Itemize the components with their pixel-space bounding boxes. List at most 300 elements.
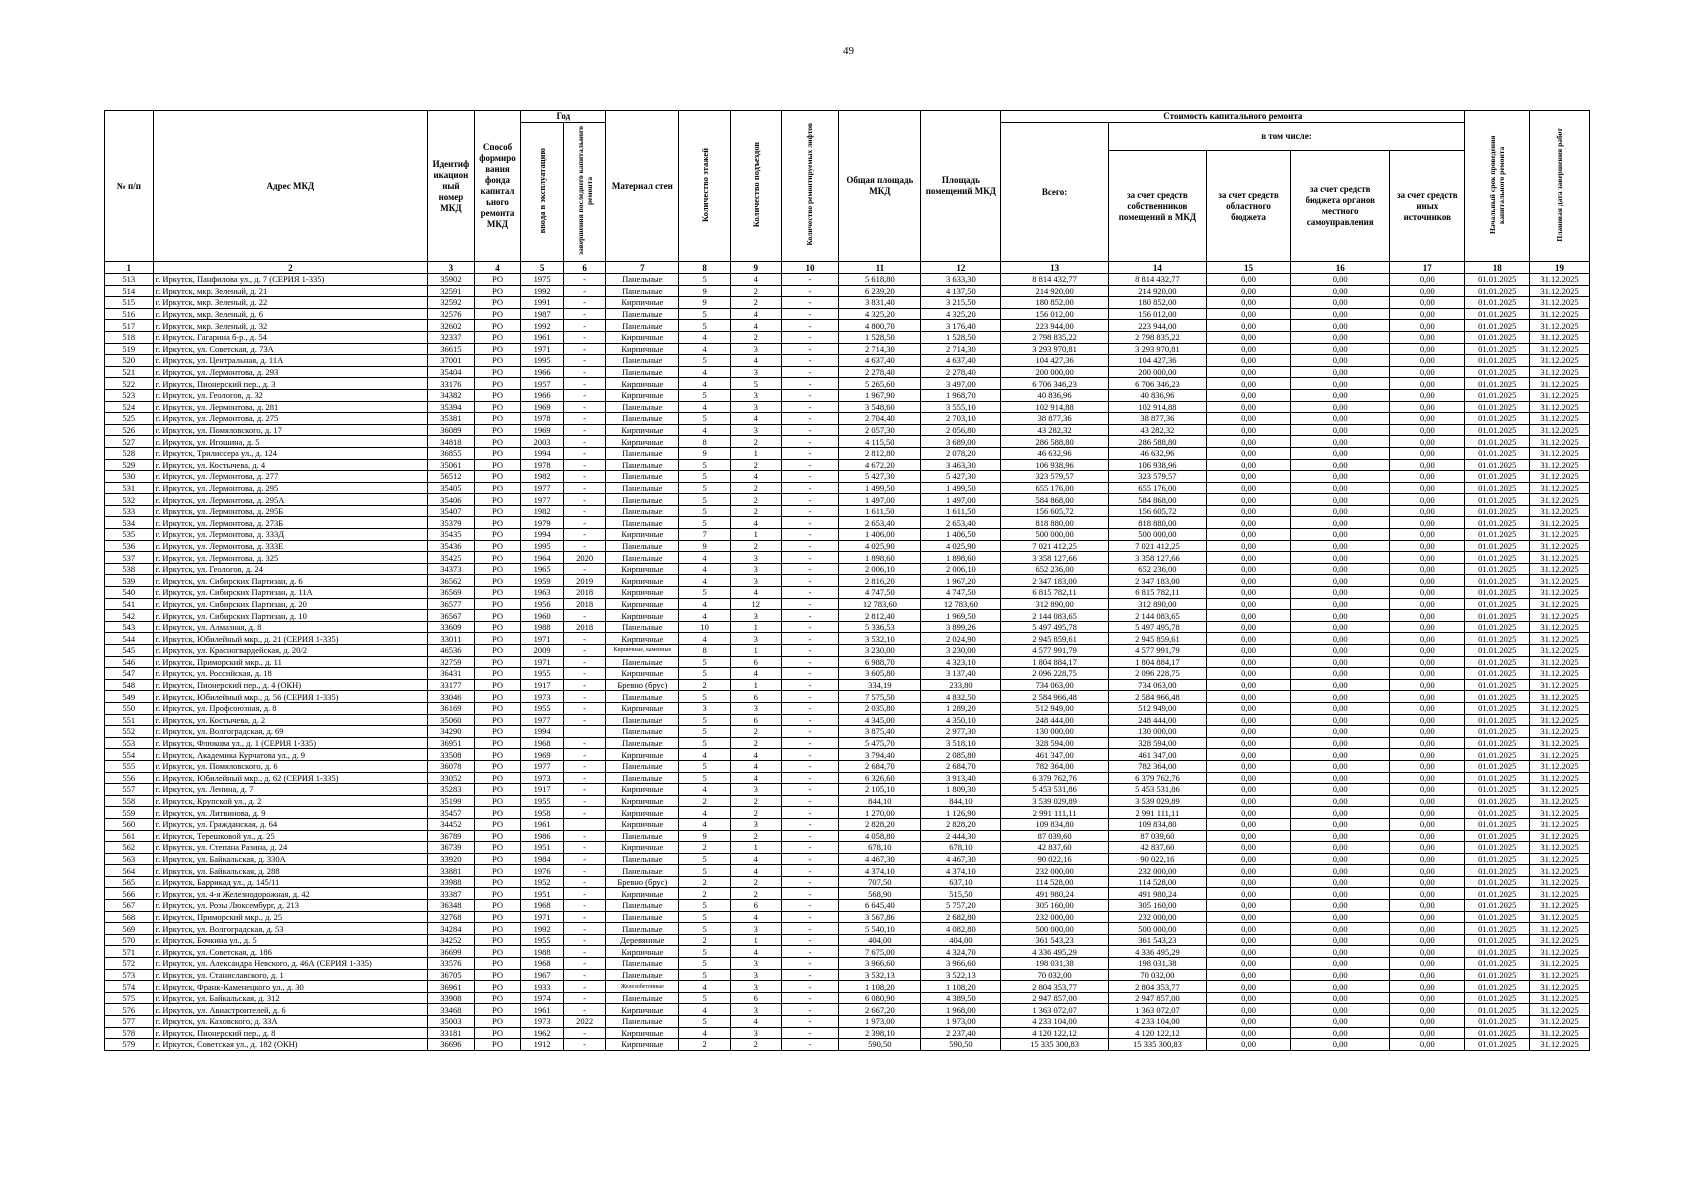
house-id: 35404 <box>428 366 475 378</box>
year-last-repair: - <box>563 737 606 749</box>
total-area: 2 667,20 <box>839 1004 921 1016</box>
entrances: 1 <box>730 842 781 854</box>
end-date: 31.12.2025 <box>1530 656 1590 668</box>
end-date: 31.12.2025 <box>1530 668 1590 680</box>
fund-method: РО <box>474 958 521 970</box>
entrances: 1 <box>730 529 781 541</box>
table-row <box>105 668 1590 680</box>
cost-owners: 328 594,00 <box>1108 737 1206 749</box>
cost-local: 0,00 <box>1291 842 1390 854</box>
lifts: - <box>781 459 839 471</box>
wall-material: Кирпичные <box>606 610 679 622</box>
entrances: 4 <box>730 413 781 425</box>
cost-regional: 0,00 <box>1207 401 1291 413</box>
start-date: 01.01.2025 <box>1465 900 1530 912</box>
house-id: 32591 <box>428 285 475 297</box>
house-id: 35406 <box>428 494 475 506</box>
cost-regional: 0,00 <box>1207 575 1291 587</box>
house-id: 35381 <box>428 413 475 425</box>
year-built: 2009 <box>521 645 564 657</box>
total-area: 4 025,90 <box>839 540 921 552</box>
lifts: - <box>781 760 839 772</box>
cost-total: 1 363 072,07 <box>1001 1004 1108 1016</box>
lifts: - <box>781 958 839 970</box>
wall-material: Кирпичные <box>606 946 679 958</box>
table-row <box>105 285 1590 297</box>
wall-material: Панельные <box>606 958 679 970</box>
year-built: 1968 <box>521 737 564 749</box>
floors: 4 <box>679 818 731 830</box>
fund-method: РО <box>474 331 521 343</box>
cost-total: 4 120 122,12 <box>1001 1027 1108 1039</box>
year-last-repair: - <box>563 645 606 657</box>
lifts: - <box>781 482 839 494</box>
lifts: - <box>781 691 839 703</box>
lifts: - <box>781 668 839 680</box>
end-date: 31.12.2025 <box>1530 389 1590 401</box>
row-number: 541 <box>105 598 154 610</box>
fund-method: РО <box>474 610 521 622</box>
fund-method: РО <box>474 969 521 981</box>
table-row <box>105 436 1590 448</box>
fund-method: РО <box>474 668 521 680</box>
cost-regional: 0,00 <box>1207 563 1291 575</box>
start-date: 01.01.2025 <box>1465 1004 1530 1016</box>
entrances: 2 <box>730 876 781 888</box>
row-number: 575 <box>105 992 154 1004</box>
year-last-repair: - <box>563 633 606 645</box>
address: г. Иркутск, мкр. Зеленый, д. 32 <box>153 320 428 332</box>
total-area: 4 747,50 <box>839 587 921 599</box>
wall-material: Кирпичные <box>606 343 679 355</box>
year-last-repair: - <box>563 656 606 668</box>
total-area: 5 336,53 <box>839 621 921 633</box>
cost-local: 0,00 <box>1291 760 1390 772</box>
floors: 5 <box>679 969 731 981</box>
cost-regional: 0,00 <box>1207 378 1291 390</box>
cost-owners: 6 706 346,23 <box>1108 378 1206 390</box>
year-built: 1971 <box>521 633 564 645</box>
year-built: 1992 <box>521 923 564 935</box>
house-id: 35457 <box>428 807 475 819</box>
entrances: 4 <box>730 471 781 483</box>
total-area: 4 467,30 <box>839 853 921 865</box>
lifts: - <box>781 900 839 912</box>
cost-regional: 0,00 <box>1207 505 1291 517</box>
address: г. Иркутск, ул. Волгоградская, д. 53 <box>153 923 428 935</box>
cost-other: 0,00 <box>1390 633 1465 645</box>
house-id: 56512 <box>428 471 475 483</box>
column-number: 16 <box>1291 262 1390 274</box>
cost-total: 180 852,00 <box>1001 297 1108 309</box>
cost-other: 0,00 <box>1390 343 1465 355</box>
cost-regional: 0,00 <box>1207 459 1291 471</box>
cost-local: 0,00 <box>1291 876 1390 888</box>
row-number: 530 <box>105 471 154 483</box>
cost-other: 0,00 <box>1390 355 1465 367</box>
entrances: 2 <box>730 505 781 517</box>
cost-owners: 198 031,38 <box>1108 958 1206 970</box>
floors: 5 <box>679 471 731 483</box>
lifts: - <box>781 575 839 587</box>
year-built: 1961 <box>521 1004 564 1016</box>
lifts: - <box>781 807 839 819</box>
wall-material: Панельные <box>606 923 679 935</box>
house-id: 33908 <box>428 992 475 1004</box>
table-row <box>105 749 1590 761</box>
cost-regional: 0,00 <box>1207 331 1291 343</box>
total-area: 334,19 <box>839 679 921 691</box>
start-date: 01.01.2025 <box>1465 494 1530 506</box>
entrances: 4 <box>730 355 781 367</box>
cost-total: 43 282,32 <box>1001 424 1108 436</box>
row-number: 529 <box>105 459 154 471</box>
cost-owners: 3 293 970,81 <box>1108 343 1206 355</box>
year-built: 1995 <box>521 355 564 367</box>
address: г. Иркутск, ул. Байкальская, д. 312 <box>153 992 428 1004</box>
address: г. Иркутск, ул. Гражданская, д. 64 <box>153 818 428 830</box>
cost-owners: 109 834,80 <box>1108 818 1206 830</box>
cost-other: 0,00 <box>1390 865 1465 877</box>
year-last-repair: 2022 <box>563 1016 606 1028</box>
fund-method: РО <box>474 401 521 413</box>
wall-material: Кирпичные <box>606 702 679 714</box>
wall-material: Кирпичные <box>606 795 679 807</box>
floors: 4 <box>679 598 731 610</box>
room-area: 1 289,20 <box>921 702 1001 714</box>
column-number: 19 <box>1530 262 1590 274</box>
year-last-repair: - <box>563 505 606 517</box>
cost-regional: 0,00 <box>1207 308 1291 320</box>
cost-total: 223 944,00 <box>1001 320 1108 332</box>
column-number: 4 <box>474 262 521 274</box>
house-id: 33181 <box>428 1027 475 1039</box>
end-date: 31.12.2025 <box>1530 355 1590 367</box>
entrances: 4 <box>730 668 781 680</box>
row-number: 558 <box>105 795 154 807</box>
header-method: Способ формиро вания фонда капитал ьного ремонта МКД <box>474 111 521 262</box>
cost-owners: 1 804 884,17 <box>1108 656 1206 668</box>
floors: 5 <box>679 992 731 1004</box>
house-id: 34818 <box>428 436 475 448</box>
cost-local: 0,00 <box>1291 737 1390 749</box>
cost-other: 0,00 <box>1390 992 1465 1004</box>
start-date: 01.01.2025 <box>1465 807 1530 819</box>
fund-method: РО <box>474 911 521 923</box>
room-area: 5 757,20 <box>921 900 1001 912</box>
cost-local: 0,00 <box>1291 911 1390 923</box>
room-area: 233,80 <box>921 679 1001 691</box>
room-area: 4 025,90 <box>921 540 1001 552</box>
total-area: 2 812,80 <box>839 447 921 459</box>
address: г. Иркутск, Приморский мкр., д. 25 <box>153 911 428 923</box>
lifts: - <box>781 331 839 343</box>
house-id: 35425 <box>428 552 475 564</box>
total-area: 5 618,80 <box>839 274 921 286</box>
start-date: 01.01.2025 <box>1465 529 1530 541</box>
lifts: - <box>781 413 839 425</box>
total-area: 4 800,70 <box>839 320 921 332</box>
year-built: 1933 <box>521 981 564 993</box>
cost-regional: 0,00 <box>1207 760 1291 772</box>
table-row <box>105 656 1590 668</box>
wall-material: Панельные <box>606 714 679 726</box>
row-number: 545 <box>105 645 154 657</box>
cost-local: 0,00 <box>1291 424 1390 436</box>
cost-owners: 2 798 835,22 <box>1108 331 1206 343</box>
cost-regional: 0,00 <box>1207 598 1291 610</box>
cost-owners: 782 364,00 <box>1108 760 1206 772</box>
cost-owners: 652 236,00 <box>1108 563 1206 575</box>
year-last-repair: - <box>563 413 606 425</box>
cost-local: 0,00 <box>1291 888 1390 900</box>
total-area: 3 230,00 <box>839 645 921 657</box>
lifts: - <box>781 598 839 610</box>
house-id: 36562 <box>428 575 475 587</box>
wall-material: Бревно (брус) <box>606 679 679 691</box>
start-date: 01.01.2025 <box>1465 436 1530 448</box>
end-date: 31.12.2025 <box>1530 552 1590 564</box>
house-id: 32576 <box>428 308 475 320</box>
year-built: 1955 <box>521 795 564 807</box>
cost-local: 0,00 <box>1291 343 1390 355</box>
cost-local: 0,00 <box>1291 1027 1390 1039</box>
total-area: 3 794,40 <box>839 749 921 761</box>
table-row <box>105 911 1590 923</box>
lifts: - <box>781 1039 839 1051</box>
cost-owners: 223 944,00 <box>1108 320 1206 332</box>
year-built: 1994 <box>521 726 564 738</box>
cost-total: 3 293 970,81 <box>1001 343 1108 355</box>
cost-total: 782 364,00 <box>1001 760 1108 772</box>
lifts: - <box>781 1027 839 1039</box>
cost-owners: 232 000,00 <box>1108 911 1206 923</box>
address: г. Иркутск, Юбилейный мкр., д. 62 (СЕРИЯ 1-335) <box>153 772 428 784</box>
cost-other: 0,00 <box>1390 923 1465 935</box>
cost-owners: 102 914,88 <box>1108 401 1206 413</box>
year-built: 1912 <box>521 1039 564 1051</box>
wall-material: Панельные <box>606 274 679 286</box>
entrances: 2 <box>730 830 781 842</box>
floors: 5 <box>679 714 731 726</box>
end-date: 31.12.2025 <box>1530 992 1590 1004</box>
year-last-repair: - <box>563 1039 606 1051</box>
entrances: 6 <box>730 714 781 726</box>
table-row <box>105 760 1590 772</box>
lifts: - <box>781 795 839 807</box>
address: г. Иркутск, ул. Лермонтова, д. 333Е <box>153 540 428 552</box>
end-date: 31.12.2025 <box>1530 702 1590 714</box>
fund-method: РО <box>474 459 521 471</box>
cost-owners: 42 837,60 <box>1108 842 1206 854</box>
fund-method: РО <box>474 563 521 575</box>
year-built: 1977 <box>521 482 564 494</box>
row-number: 522 <box>105 378 154 390</box>
header-num: № п/п <box>105 111 154 262</box>
cost-total: 2 584 966,48 <box>1001 691 1108 703</box>
cost-local: 0,00 <box>1291 447 1390 459</box>
fund-method: РО <box>474 378 521 390</box>
start-date: 01.01.2025 <box>1465 285 1530 297</box>
cost-other: 0,00 <box>1390 818 1465 830</box>
address: г. Иркутск, Флюкова ул., д. 1 (СЕРИЯ 1-335) <box>153 737 428 749</box>
year-built: 1978 <box>521 413 564 425</box>
header-end: Плановая дата завершения работ <box>1530 111 1590 262</box>
end-date: 31.12.2025 <box>1530 610 1590 622</box>
cost-regional: 0,00 <box>1207 830 1291 842</box>
end-date: 31.12.2025 <box>1530 865 1590 877</box>
end-date: 31.12.2025 <box>1530 691 1590 703</box>
floors: 5 <box>679 274 731 286</box>
lifts: - <box>781 401 839 413</box>
floors: 5 <box>679 691 731 703</box>
lifts: - <box>781 923 839 935</box>
table-row <box>105 529 1590 541</box>
row-number: 551 <box>105 714 154 726</box>
fund-method: РО <box>474 1016 521 1028</box>
entrances: 4 <box>730 946 781 958</box>
year-last-repair: - <box>563 958 606 970</box>
entrances: 2 <box>730 494 781 506</box>
cost-owners: 114 528,00 <box>1108 876 1206 888</box>
cost-other: 0,00 <box>1390 297 1465 309</box>
room-area: 4 637,40 <box>921 355 1001 367</box>
column-number: 6 <box>563 262 606 274</box>
cost-local: 0,00 <box>1291 668 1390 680</box>
year-last-repair: - <box>563 772 606 784</box>
cost-regional: 0,00 <box>1207 679 1291 691</box>
cost-owners: 214 920,00 <box>1108 285 1206 297</box>
total-area: 3 831,40 <box>839 297 921 309</box>
start-date: 01.01.2025 <box>1465 679 1530 691</box>
cost-local: 0,00 <box>1291 923 1390 935</box>
total-area: 5 265,60 <box>839 378 921 390</box>
end-date: 31.12.2025 <box>1530 587 1590 599</box>
end-date: 31.12.2025 <box>1530 958 1590 970</box>
row-number: 518 <box>105 331 154 343</box>
column-number: 11 <box>839 262 921 274</box>
row-number: 548 <box>105 679 154 691</box>
year-built: 1969 <box>521 424 564 436</box>
column-number: 5 <box>521 262 564 274</box>
lifts: - <box>781 552 839 564</box>
wall-material: Кирпичные <box>606 842 679 854</box>
entrances: 4 <box>730 274 781 286</box>
cost-other: 0,00 <box>1390 714 1465 726</box>
entrances: 2 <box>730 285 781 297</box>
floors: 9 <box>679 285 731 297</box>
cost-owners: 512 949,00 <box>1108 702 1206 714</box>
cost-total: 512 949,00 <box>1001 702 1108 714</box>
wall-material: Панельные <box>606 355 679 367</box>
cost-other: 0,00 <box>1390 320 1465 332</box>
year-last-repair: - <box>563 969 606 981</box>
header-material: Материал стен <box>606 111 679 262</box>
lifts: - <box>781 911 839 923</box>
cost-regional: 0,00 <box>1207 772 1291 784</box>
year-built: 1976 <box>521 865 564 877</box>
room-area: 3 137,40 <box>921 668 1001 680</box>
cost-total: 15 335 300,83 <box>1001 1039 1108 1051</box>
cost-regional: 0,00 <box>1207 946 1291 958</box>
floors: 5 <box>679 668 731 680</box>
cost-total: 584 868,00 <box>1001 494 1108 506</box>
room-area: 3 913,40 <box>921 772 1001 784</box>
wall-material: Панельные <box>606 830 679 842</box>
lifts: - <box>781 517 839 529</box>
table-row <box>105 853 1590 865</box>
cost-regional: 0,00 <box>1207 934 1291 946</box>
start-date: 01.01.2025 <box>1465 969 1530 981</box>
start-date: 01.01.2025 <box>1465 795 1530 807</box>
header-entrances: Количество подъездов <box>730 111 781 262</box>
end-date: 31.12.2025 <box>1530 726 1590 738</box>
entrances: 4 <box>730 517 781 529</box>
end-date: 31.12.2025 <box>1530 760 1590 772</box>
fund-method: РО <box>474 934 521 946</box>
cost-total: 500 000,00 <box>1001 529 1108 541</box>
floors: 2 <box>679 1039 731 1051</box>
end-date: 31.12.2025 <box>1530 482 1590 494</box>
header-year-built: ввода в эксплуатацию <box>521 123 564 262</box>
year-last-repair: - <box>563 795 606 807</box>
lifts: - <box>781 424 839 436</box>
year-last-repair: - <box>563 923 606 935</box>
entrances: 3 <box>730 610 781 622</box>
house-id: 37001 <box>428 355 475 367</box>
address: г. Иркутск, ул. Байкальская, д. 288 <box>153 865 428 877</box>
entrances: 3 <box>730 366 781 378</box>
wall-material: Кирпичные, каменные <box>606 645 679 657</box>
cost-owners: 5 497 495,78 <box>1108 621 1206 633</box>
floors: 2 <box>679 934 731 946</box>
address: г. Иркутск, ул. Центральная, д. 11А <box>153 355 428 367</box>
wall-material: Панельные <box>606 471 679 483</box>
cost-local: 0,00 <box>1291 934 1390 946</box>
cost-other: 0,00 <box>1390 563 1465 575</box>
address: г. Иркутск, ул. Сибирских Партизан, д. 10 <box>153 610 428 622</box>
room-area: 590,50 <box>921 1039 1001 1051</box>
year-last-repair: - <box>563 714 606 726</box>
start-date: 01.01.2025 <box>1465 413 1530 425</box>
cost-regional: 0,00 <box>1207 343 1291 355</box>
cost-total: 1 804 884,17 <box>1001 656 1108 668</box>
row-number: 550 <box>105 702 154 714</box>
row-number: 556 <box>105 772 154 784</box>
cost-other: 0,00 <box>1390 946 1465 958</box>
column-number: 15 <box>1207 262 1291 274</box>
start-date: 01.01.2025 <box>1465 587 1530 599</box>
address: г. Иркутск, ул. Костычева, д. 4 <box>153 459 428 471</box>
cost-local: 0,00 <box>1291 598 1390 610</box>
fund-method: РО <box>474 494 521 506</box>
entrances: 2 <box>730 737 781 749</box>
row-number: 571 <box>105 946 154 958</box>
column-number: 9 <box>730 262 781 274</box>
year-built: 1977 <box>521 760 564 772</box>
column-number: 8 <box>679 262 731 274</box>
cost-local: 0,00 <box>1291 992 1390 1004</box>
year-built: 1969 <box>521 401 564 413</box>
cost-owners: 156 605,72 <box>1108 505 1206 517</box>
room-area: 3 899,26 <box>921 621 1001 633</box>
end-date: 31.12.2025 <box>1530 946 1590 958</box>
end-date: 31.12.2025 <box>1530 297 1590 309</box>
address: г. Иркутск, Трилиссера ул., д. 124 <box>153 447 428 459</box>
address: г. Иркутск, ул. Розы Люксембург, д. 213 <box>153 900 428 912</box>
end-date: 31.12.2025 <box>1530 575 1590 587</box>
cost-regional: 0,00 <box>1207 958 1291 970</box>
